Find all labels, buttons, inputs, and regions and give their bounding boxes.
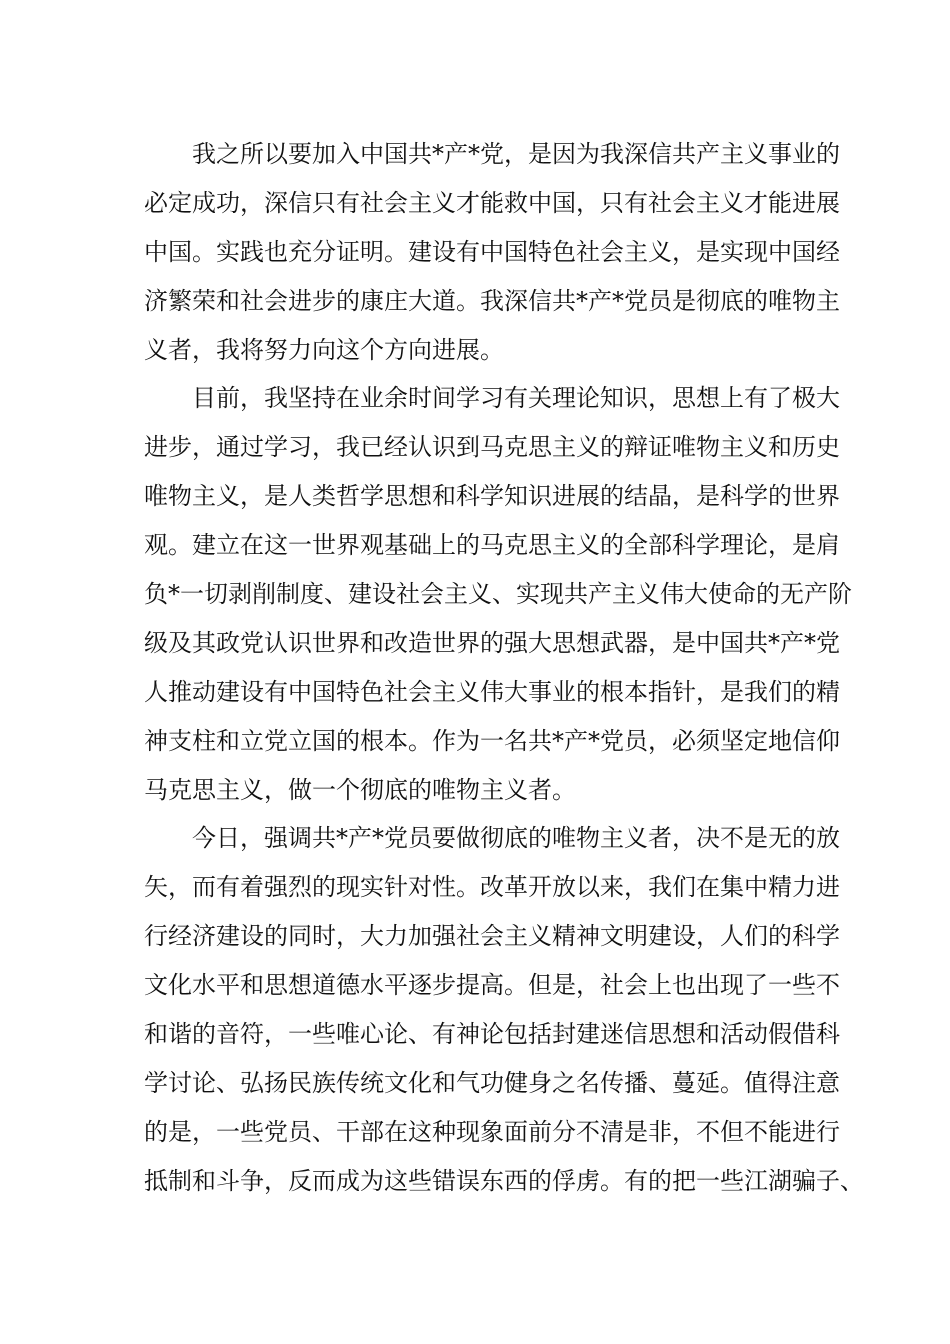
text-line: 神支柱和立党立国的根本。作为一名共*产*党员，必须坚定地信仰	[144, 726, 840, 755]
text-line: 我之所以要加入中国共*产*党，是因为我深信共产主义事业的	[144, 140, 840, 168]
text-line: 济繁荣和社会进步的康庄大道。我深信共*产*党员是彻底的唯物主	[144, 286, 840, 315]
paragraph-2	[144, 374, 852, 814]
text-line: 进步，通过学习，我已经认识到马克思主义的辩证唯物主义和历史	[144, 433, 840, 462]
text-line: 级及其政党认识世界和改造世界的强大思想武器，是中国共*产*党	[144, 628, 840, 657]
text-line: 的是，一些党员、干部在这种现象面前分不清是非，不但不能进行	[144, 1117, 840, 1146]
text-line: 学讨论、弘扬民族传统文化和气功健身之名传播、蔓延。值得注意	[144, 1068, 840, 1097]
text-line: 负*一切剥削制度、建设社会主义、实现共产主义伟大使命的无产阶	[144, 580, 852, 609]
text-line: 文化水平和思想道德水平逐步提高。但是，社会上也出现了一些不	[144, 971, 840, 1000]
text-line: 行经济建设的同时，大力加强社会主义精神文明建设，人们的科学	[144, 922, 840, 951]
paragraph-3	[144, 814, 864, 1205]
text-line: 矢，而有着强烈的现实针对性。改革开放以来，我们在集中精力进	[144, 873, 840, 902]
text-line: 中国。实践也充分证明。建设有中国特色社会主义，是实现中国经	[144, 237, 840, 266]
text-line: 和谐的音符，一些唯心论、有神论包括封建迷信思想和活动假借科	[144, 1020, 840, 1049]
text-line: 唯物主义，是人类哲学思想和科学知识进展的结晶，是科学的世界	[144, 482, 840, 511]
text-line: 目前，我坚持在业余时间学习有关理论知识，思想上有了极大	[144, 384, 840, 413]
paragraph-1	[144, 130, 840, 374]
document-body	[144, 130, 864, 1206]
text-line: 抵制和斗争，反而成为这些错误东西的俘虏。有的把一些江湖骗子、	[144, 1166, 864, 1195]
text-line: 今日，强调共*产*党员要做彻底的唯物主义者，决不是无的放	[144, 824, 840, 853]
text-line: 马克思主义，做一个彻底的唯物主义者。	[144, 775, 576, 804]
text-line: 人推动建设有中国特色社会主义伟大事业的根本指针，是我们的精	[144, 677, 840, 706]
text-line: 义者，我将努力向这个方向进展。	[144, 335, 504, 364]
text-line: 观。建立在这一世界观基础上的马克思主义的全部科学理论，是肩	[144, 531, 840, 560]
text-line: 必定成功，深信只有社会主义才能救中国，只有社会主义才能进展	[144, 188, 840, 217]
